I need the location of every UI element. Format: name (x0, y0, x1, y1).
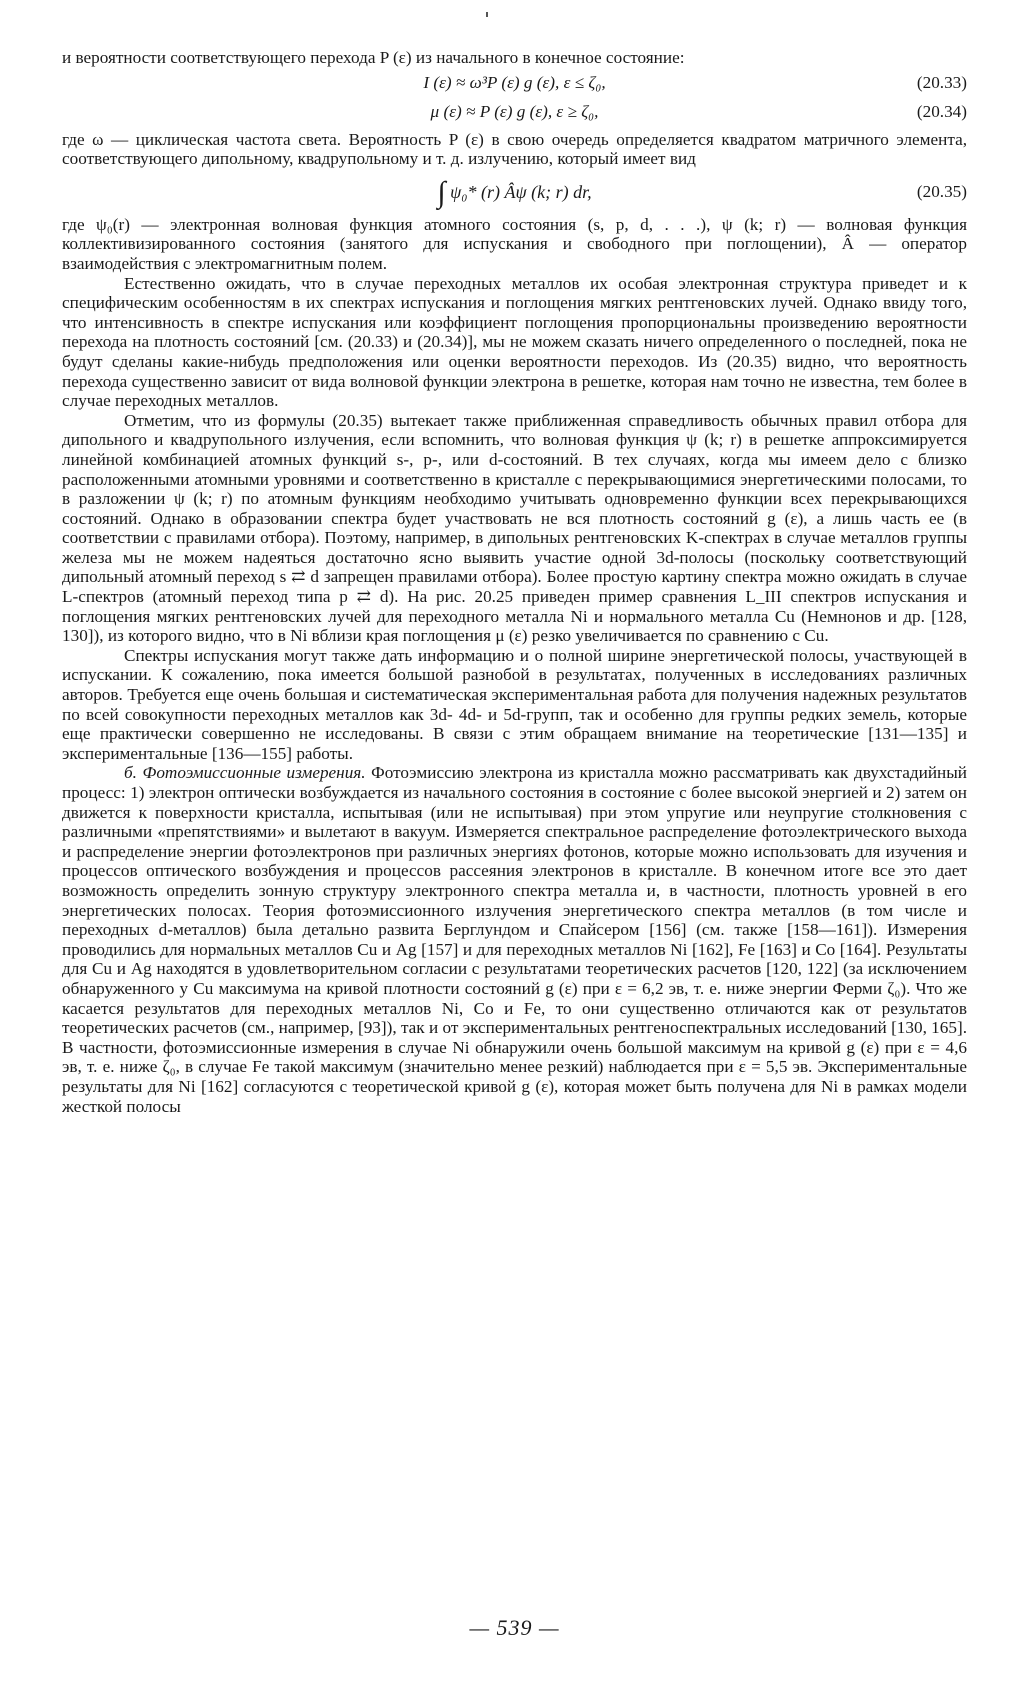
equation-number: (20.33) (916, 72, 967, 92)
section-heading: б. Фотоэмиссионные измерения. (124, 763, 366, 783)
print-mark (486, 12, 488, 17)
equation-number: (20.35) (916, 181, 967, 201)
paragraph-5-text: Фотоэмиссию электрона из кристалла можно рассматривать как двухстадийный процесс: 1) электрон оптически возбуждается из начального состояния в состояние с более высокой энергией и 2) затем он движется к поверхности кристалла, испытывая (или не испытывая) при этом упругие или неупругие столкновения с различными «препятствиями» и вылетают в вакуум. Измеряется спектральное распределение фотоэлектрического выхода и распределение энергии фотоэлектронов при различных энергиях фотонов, которые можно использовать для изучения и процессов оптического возбуждения и процессов рассеяния электронов в кристалле. В конечном итоге все это дает возможность определить зонную структуру электронного спектра металла и, в частности, плотность уровней в его энергетических полосах. Теория фотоэмиссионного излучения энергетического спектра металлов (в том числе и переходных d-металлов) была детально развита Берглундом и Спайсером [156] (см. также [158—161]). Измерения проводились для нормальных металлов Cu и Ag [157] и для переходных металлов Ni [162], Fe [163] и Co [164]. Результаты для Cu и Ag находятся в удовлетворительном согласии с результатами теоретических расчетов [120, 122] (за исключением обнаруженного у Cu максимума на кривой плотности состояний g (ε) при ε = 6,2 эв, т. е. ниже энергии Ферми ζ₀). Что же касается результатов для переходных металлов Ni, Co и Fe, то они существенно отличаются как от результатов теоретических расчетов (см., например, [93]), так и от экспериментальных рентгеноспектральных исследований [130, 165]. В частности, фотоэмиссионные измерения в случае Ni обнаружили очень большой максимум на кривой g (ε) при ε = 4,6 эв, т. е. ниже ζ₀, в случае Fe такой максимум (значительно менее резкий) наблюдается при ε = 5,5 эв. Экспериментальные результаты для Ni [162] согласуются с теоретической кривой g (ε), которая может быть получена для Ni в рамках модели жесткой полосы (62, 763, 967, 1116)
paragraph-2: Естественно ожидать, что в случае переходных металлов их особая электронная структура приведет и к специфическим особенностям в их спектрах испускания и поглощения мягких рентгеновских лучей. Однако ввиду того, что интенсивность в спектре испускания или коэффициент поглощения пропорциональны произведению вероятности перехода на плотность состояний [см. (20.33) и (20.34)], мы не можем сказать ничего определенного о последней, пока не будут сделаны какие-нибудь предположения или оценки вероятности переходов. Из (20.35) видно, что вероятность перехода существенно зависит от вида волновой функции электрона в решетке, которая нам точно не известна, тем более в случае переходных металлов. (62, 273, 967, 411)
equation-20-34 (62, 97, 967, 126)
page-number: — 539 — (469, 1615, 560, 1640)
page-body (62, 48, 967, 1116)
paragraph-after-eq34: где ω — циклическая частота света. Вероятность P (ε) в свою очередь определяется квадратом матричного элемента, соответствующего дипольному, квадрупольному и т. д. излучению, который имеет вид (62, 129, 967, 169)
equation-number: (20.34) (916, 101, 967, 121)
integral-sign: ∫ (437, 175, 446, 209)
equation-20-35 (62, 169, 967, 215)
paragraph-5 (62, 763, 967, 1116)
paragraph-4: Спектры испускания могут также дать информацию и о полной ширине энергетической полосы, участвующей в испускании. К сожалению, пока имеется большой разнобой в результатах, полученных в исследованиях различных авторов. Требуется еще очень большая и систематическая экспериментальная работа для получения надежных результатов по всей совокупности переходных металлов как 3d- 4d- и 5d-групп, так и особенно для группы редких земель, которые еще практически совершенно не исследованы. В связи с этим обращаем внимание на теоретические [131—135] и экспериментальные [136—155] работы. (62, 645, 967, 763)
equation-formula: μ (ε) ≈ P (ε) g (ε), ε ≥ ζ₀, (430, 101, 599, 121)
paragraph-3: Отметим, что из формулы (20.35) вытекает также приближенная справедливость обычных правил отбора для дипольного и квадрупольного излучения, если вспомнить, что волновая функция ψ (k; r) в решетке аппроксимируется линейной комбинацией атомных функций s-, p-, или d-состояний. В тех случаях, когда мы имеем дело с близко расположенными атомными уровнями и соответственно в кристалле с перекрывающимися энергетическими полосами, то в разложении ψ (k; r) по атомным функциям необходимо учитывать одновременно функции всех перекрывающихся состояний. Однако в образовании спектра будет участвовать не вся плотность состояний g (ε), а лишь часть ее (в соответствии с правилами отбора). Поэтому, например, в дипольных рентгеновских K-спектрах в случае металлов группы железа мы не можем надеяться достаточно ясно выявить участие одной 3d-полосы (поскольку соответствующий дипольный атомный переход s ⇄ d запрещен правилами отбора). Более простую картину спектра можно ожидать в случае L-спектров (атомный переход типа p ⇄ d). На рис. 20.25 приведен пример сравнения L_III спектров испускания и поглощения мягких рентгеновских лучей для переходного металла Ni и нормального металла Cu (Немнонов и др. [128, 130]), из которого видно, что в Ni вблизи края поглощения μ (ε) резко увеличивается по сравнению с Cu. (62, 410, 967, 646)
equation-20-33 (62, 68, 967, 97)
paragraph-intro: и вероятности соответствующего перехода P (ε) из начального в конечное состояние: (62, 48, 685, 67)
equation-formula-wrap (62, 169, 967, 216)
equation-formula: ψ₀* (r) Âψ (k; r) dr, (450, 181, 592, 202)
paragraph-after-eq35: где ψ₀(r) — электронная волновая функция атомного состояния (s, p, d, . . .), ψ (k; r) — волновая функция коллективизированного состояния (занятого для испускания и свободного при поглощении), Â — оператор взаимодействия с электромагнитным полем. (62, 214, 967, 273)
equation-formula: I (ε) ≈ ω³P (ε) g (ε), ε ≤ ζ₀, (423, 72, 606, 92)
